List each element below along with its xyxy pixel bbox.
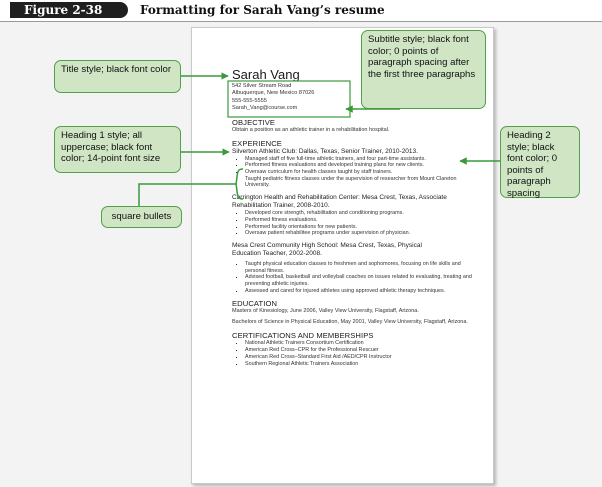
list-item: ▪ American Red Cross–CPR for the Professional Rescuer [245,347,482,354]
job-entry [232,148,482,190]
list-item: ▪ Managed staff of five full-time athletic trainers, and four part-time assistants. [245,156,482,163]
job-title: Rehabilitation Trainer, 2008-2010. [232,202,330,210]
list-item: ▪ Developed core strength, rehabilitation and conditioning programs. [245,210,482,217]
resume-body [232,67,482,367]
callout-heading1-style: Heading 1 style; all uppercase; black font color; 14-point font size [54,126,181,173]
callout-heading2-style: Heading 2 style; black font color; 0 points of paragraph spacing [500,126,580,198]
certification-bullets [232,340,482,367]
education-item: Masters of Kinesiology, June 2006, Valley View University, Flagstaff, Arizona. [232,308,419,315]
heading-education: EDUCATION [232,299,278,309]
job-bullets [232,261,482,295]
figure-title: Formatting for Sarah Vang’s resume [140,3,385,17]
callout-square-bullets: square bullets [101,206,182,228]
list-item: ▪ Taught physical education classes to freshmen and sophomores, focusing on life skills and personal fitness. [245,261,482,274]
objective-text: Obtain a position as an athletic trainer in a rehabilitation hospital. [232,126,390,133]
job-title: Education Teacher, 2002-2008. [232,249,322,257]
list-item: ▪ Assessed and cared for injured athletes using approved athletic therapy techniques. [245,288,482,295]
list-item: ▪ Performed fitness evaluations and developed training plans for new clients. [245,162,482,169]
heading-experience: EXPERIENCE [232,138,282,148]
job-title: Mesa Crest Community High School: Mesa Crest, Texas, Physical [232,241,422,249]
job-bullets [232,156,482,190]
figure-number: Figure 2-38 [10,2,128,18]
job-title: Carrington Health and Rehabilitation Center: Mesa Crest, Texas, Associate [232,194,447,202]
job-entry [232,194,482,237]
contact-line: Sarah_Vang@course.com [232,105,298,112]
job-entry [232,242,482,295]
list-item: ▪ Performed facility orientations for new patients. [245,224,482,231]
list-item: ▪ American Red Cross–Standard First Aid /AED/CPR Instructor [245,354,482,361]
heading-objective: OBJECTIVE [232,117,276,127]
education-item: Bachelors of Science in Physical Education, May 2001, Valley View University, Flagstaff, Arizona. [232,319,468,326]
heading-certifications: CERTIFICATIONS AND MEMBERSHIPS [232,331,374,341]
figure-header [0,0,602,22]
list-item: ▪ Oversaw patient rehabilitee programs under supervision of physician. [245,230,482,237]
contact-line: 542 Silver Stream Road [232,83,292,89]
job-bullets [232,210,482,237]
callout-title-style: Title style; black font color [54,60,181,93]
list-item: ▪ National Athletic Trainers Consortium Certification [245,340,482,347]
list-item: ▪ Performed fitness evaluations. [245,217,482,224]
list-item: ▪ Taught pediatric fitness classes under the supervision of researcher from Mount Clareton University. [245,176,482,189]
contact-line: 555-555-5555 [232,97,267,104]
list-item: ▪ Southern Regional Athletic Trainers Association [245,361,482,368]
list-item: ▪ Oversaw curriculum for health classes taught by staff trainers. [245,169,482,176]
list-item: ▪ Advised football, basketball and volleyball coaches on issues related to evaluating, treating and preventing athletic injuries. [245,274,482,287]
contact-line: Albuquerque, New Mexico 87026 [232,90,315,97]
resume-name: Sarah Vang [232,67,300,82]
job-title: Silverton Athletic Club: Dallas, Texas, Senior Trainer, 2010-2013. [232,147,418,155]
callout-subtitle-style: Subtitle style; black font color; 0 points of paragraph spacing after the first three paragraphs [361,30,486,109]
